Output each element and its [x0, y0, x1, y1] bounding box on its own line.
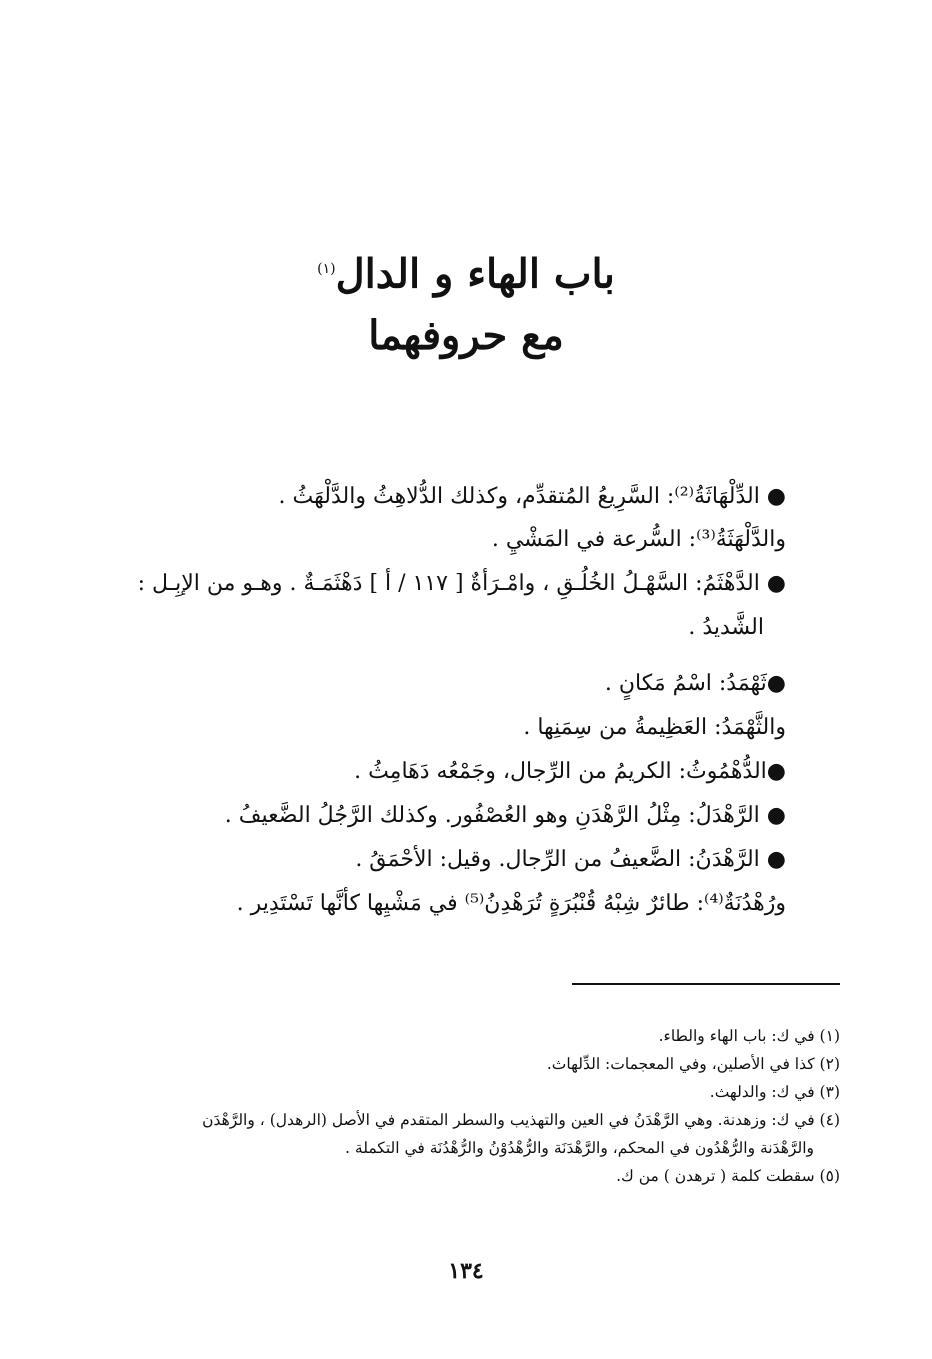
entry-line: ورُهْدُنَةٌ⁽⁴⁾: طائرٌ شِبْهُ قُنْبُرَةٍ تُرَهْدِنُ⁽⁵⁾ في مَشْيِها كأنَّها تَسْتَدِير . [236, 891, 786, 916]
footnote: (٢) كذا في الأصلين، وفي المعجمات: الدِّلهاث. [546, 1055, 840, 1073]
footnote: (١) في ك: باب الهاء والطاء. [658, 1027, 840, 1045]
footnote-continuation: والرَّهْدَنة والرُّهْدُون في المحكم، والرَّهْدَنَة والرُّهْدُوْنُ والرُّهْدُنَة في التكملة . [345, 1139, 814, 1157]
footnotes [100, 1022, 840, 1190]
footnote: (٥) سقطت كلمة ( ترهدن ) من ك. [616, 1167, 840, 1185]
dictionary-entries [96, 476, 786, 926]
entry-line: ●ثَهْمَدُ: اسْمُ مَكانٍ . [604, 671, 786, 696]
entry-line: ● الرَّهْدَلُ: مِثْلُ الرَّهْدَنِ وهو العُصْفُور. وكذلك الرَّجُلُ الضَّعيفُ . [224, 803, 786, 828]
chapter-heading [0, 238, 932, 367]
footnote: (٣) في ك: والدلهث. [709, 1083, 840, 1101]
chapter-subtitle: مع حروفهما [368, 312, 564, 360]
chapter-title: باب الهاء و الدال [335, 250, 615, 298]
footnote-marker: (١) [317, 261, 336, 277]
footnote-divider [572, 983, 840, 985]
entry-line: ●الدُّهْمُوثُ: الكريمُ من الرِّجال، وجَمْعُه دَهَامِثُ . [354, 759, 786, 784]
entry-line: والدَّلْهَثَةُ⁽³⁾: السُّرعة في المَشْيِ . [491, 527, 786, 552]
entry-line: ● الرَّهْدَنُ: الضَّعيفُ من الرِّجال. وقيل: الأحْمَقُ . [355, 847, 786, 872]
entry-line: ● الدِّلْهَاثَةُ⁽²⁾: السَّرِيعُ المُتقدِّم، وكذلك الدُّلاهِثُ والدَّلْهَثُ . [278, 484, 786, 509]
entry-line: الشَّديدُ . [688, 615, 764, 640]
page-number: ١٣٤ [448, 1258, 484, 1284]
entry-line: ● الدَّهْثَمُ: السَّهْـلُ الخُلُـقِ ، وامْـرَأةٌ [ ١١٧ / أ ] دَهْثَمَـةٌ . وهـو من الإبِـل : [137, 571, 786, 596]
footnote: (٤) في ك: وزهدنة. وهي الرَّهْدَنُ في العين والتهذيب والسطر المتقدم في الأصل (الرهدل) ، والرَّهْدَن [202, 1111, 840, 1129]
entry-line: والثَّهْمَدُ: العَظِيمةُ من سِمَنِها . [523, 715, 786, 740]
chapter-title-line-1 [0, 238, 932, 305]
